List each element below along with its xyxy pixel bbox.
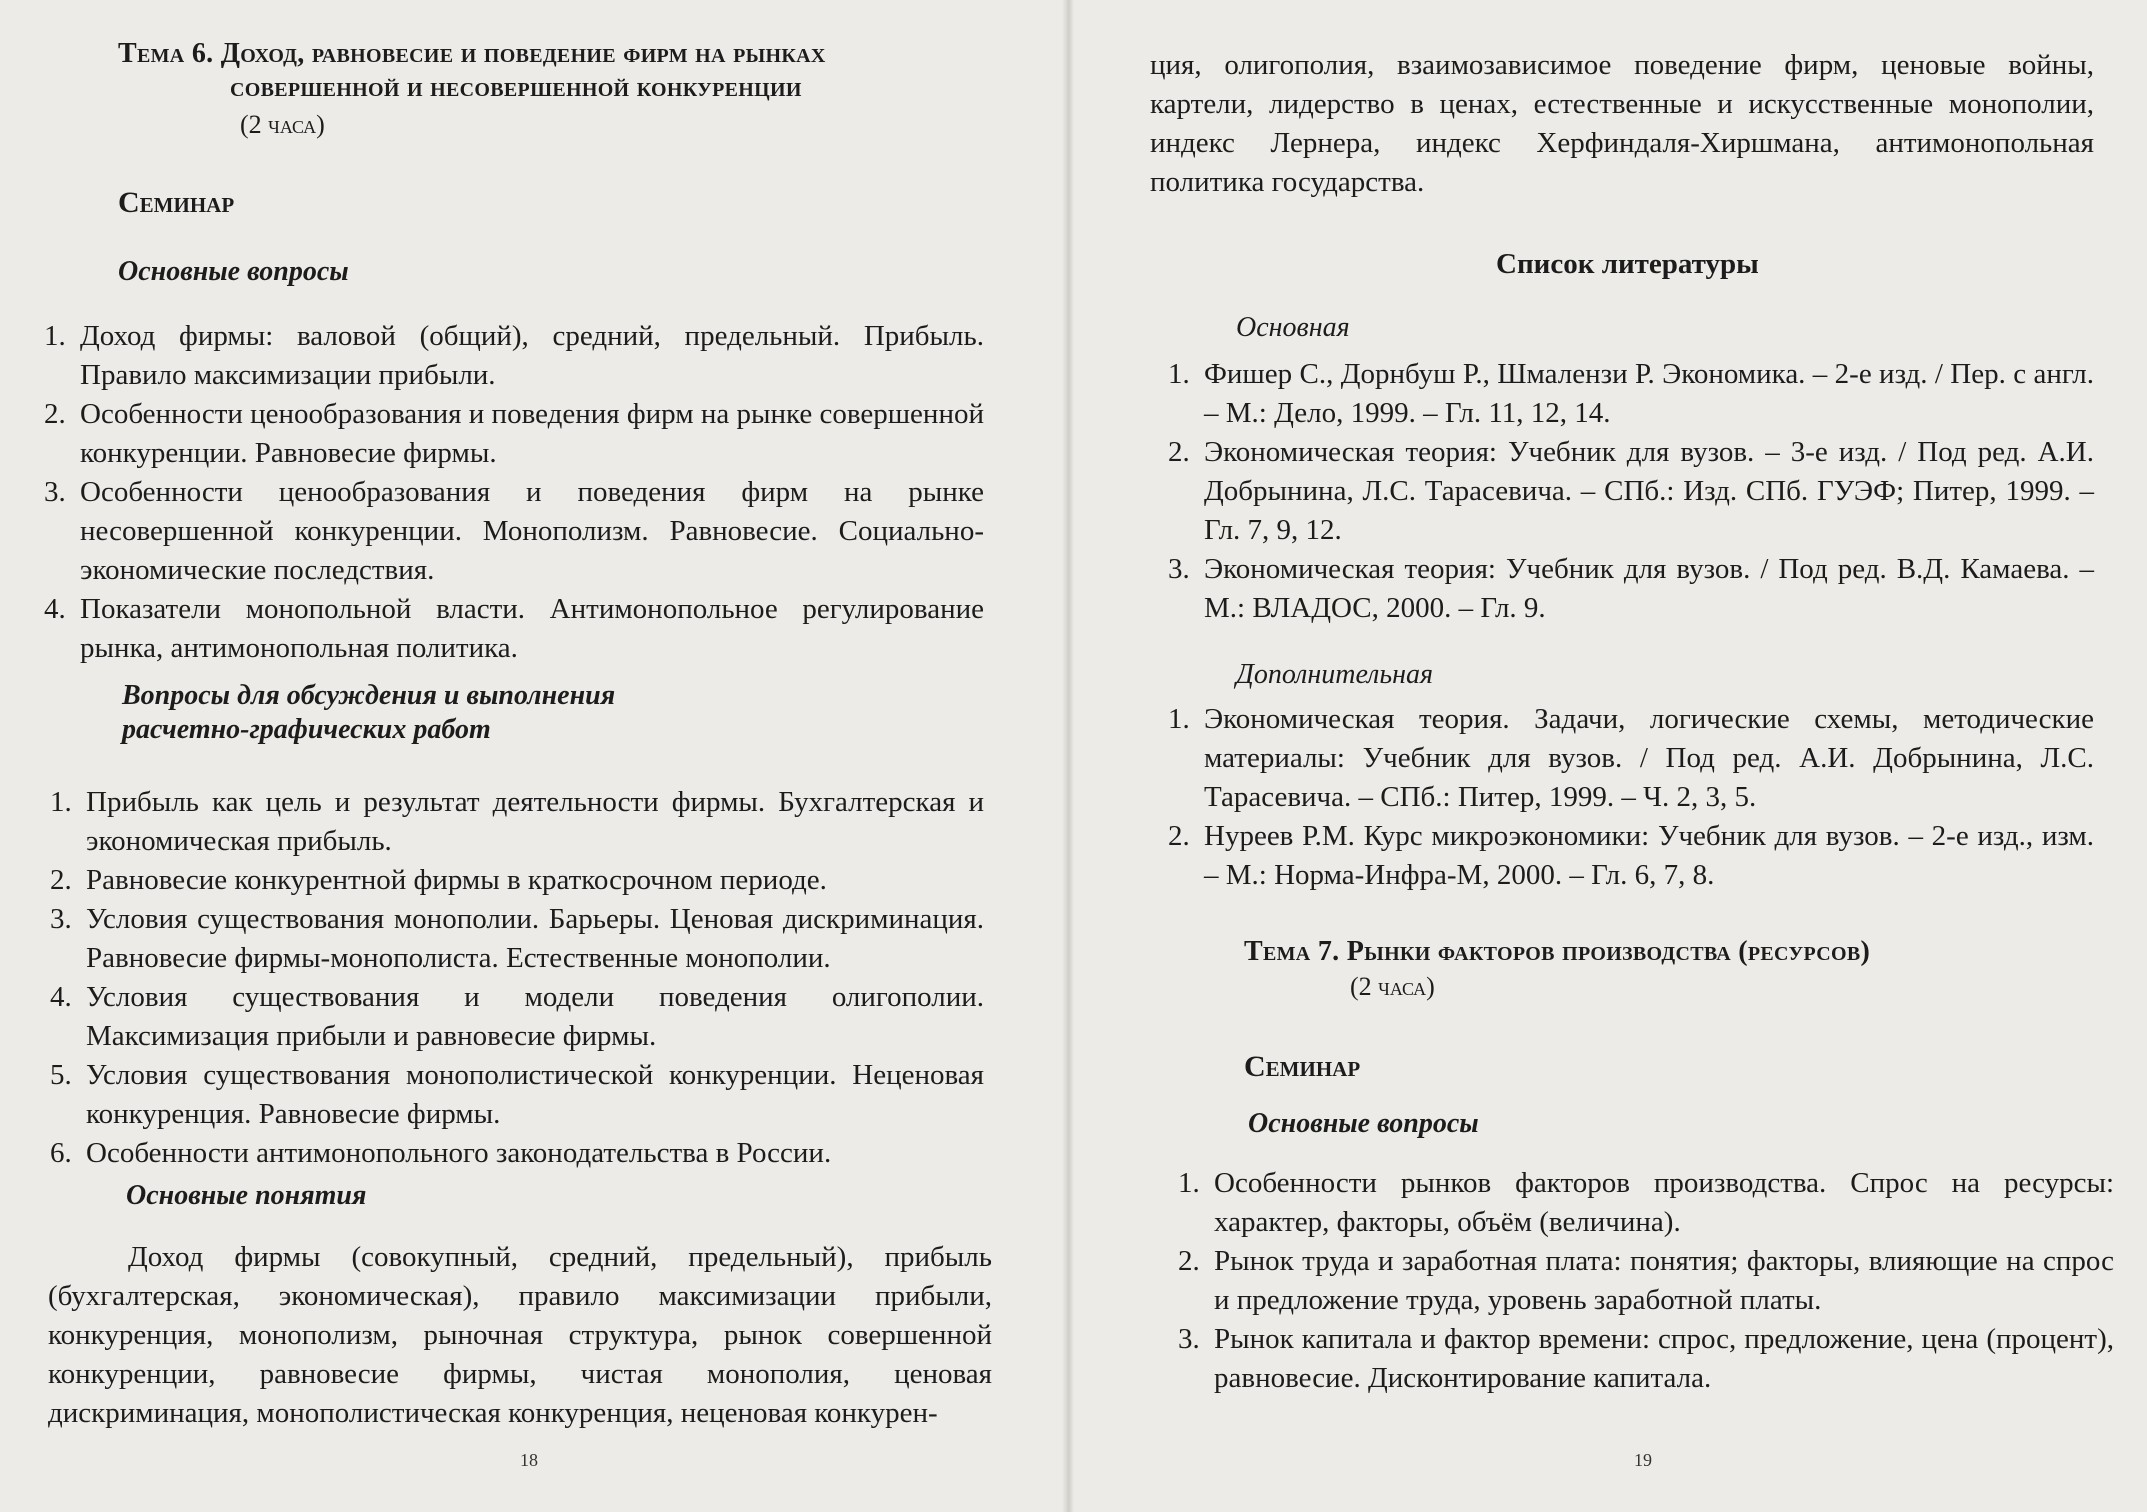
item-number: 2. — [50, 864, 72, 896]
item-text: Особенности ценообразования и поведения фирм на рынке несовершенной конкуренции. Монополизм. Равновесие. Социально-экономические последствия. — [80, 476, 984, 586]
topic-title-line-1: Тема 6. Доход, равновесие и поведение фирм на рынках — [118, 38, 826, 69]
list-item — [44, 395, 984, 473]
item-text: Рынок капитала и фактор времени: спрос, предложение, цена (процент), равновесие. Дисконтирование капитала. — [1214, 1323, 2114, 1394]
list-item — [1168, 433, 2094, 550]
item-number: 6. — [50, 1137, 72, 1169]
list-item — [1168, 355, 2094, 433]
item-text: Особенности антимонопольного законодательства в России. — [86, 1137, 832, 1169]
main-questions-heading-right: Основные вопросы — [1248, 1108, 1479, 1139]
item-text: Условия существования и модели поведения олигополии. Максимизация прибыли и равновесие фирмы. — [86, 981, 984, 1052]
item-text: Условия существования монополии. Барьеры. Ценовая дискриминация. Равновесие фирмы-монополиста. Естественные монополии. — [86, 903, 984, 974]
item-number: 3. — [1168, 553, 1190, 585]
item-text: Доход фирмы: валовой (общий), средний, предельный. Прибыль. Правило максимизации прибыли. — [80, 320, 984, 391]
item-text: Фишер С., Дорнбуш Р., Шмалензи Р. Экономика. – 2-е изд. / Пер. с англ. – М.: Дело, 1999. – Гл. 11, 12, 14. — [1204, 358, 2094, 429]
item-text: Нуреев Р.М. Курс микроэкономики: Учебник для вузов. – 2-е изд., изм. – М.: Норма-Инфра-М, 2000. – Гл. 6, 7, 8. — [1204, 820, 2094, 891]
page-left — [0, 0, 1068, 1512]
basic-references-list — [1168, 355, 2094, 628]
main-questions-list — [44, 317, 984, 668]
list-item — [1178, 1164, 2114, 1242]
page-number-right: 19 — [1634, 1450, 1652, 1470]
page-right — [1068, 0, 2147, 1512]
item-number: 1. — [1168, 358, 1190, 390]
item-number: 2. — [1178, 1245, 1200, 1277]
item-number: 3. — [50, 903, 72, 935]
additional-references-list — [1168, 700, 2094, 895]
item-text: Условия существования монополистической конкуренции. Неценовая конкуренция. Равновесие фирмы. — [86, 1059, 984, 1130]
additional-references-heading: Дополнительная — [1236, 659, 1434, 690]
list-item — [1168, 817, 2094, 895]
item-text: Прибыль как цель и результат деятельности фирмы. Бухгалтерская и экономическая прибыль. — [86, 786, 984, 857]
item-text: Рынок труда и заработная плата: понятия; факторы, влияющие на спрос и предложение труда, уровень заработной платы. — [1214, 1245, 2114, 1316]
list-item — [50, 978, 984, 1056]
item-text: Равновесие конкурентной фирмы в краткосрочном периоде. — [86, 864, 827, 896]
item-number: 5. — [50, 1059, 72, 1091]
item-text: Экономическая теория. Задачи, логические схемы, методические материалы: Учебник для вузов. / Под ред. А.И. Добрынина, Л.С. Тарасевича. – СПб.: Питер, 1999. – Ч. 2, 3, 5. — [1204, 703, 2094, 813]
item-number: 1. — [50, 786, 72, 818]
list-item — [1168, 550, 2094, 628]
seminar-heading: Семинар — [118, 186, 235, 219]
item-number: 2. — [44, 398, 66, 430]
item-text: Особенности ценообразования и поведения фирм на рынке совершенной конкуренции. Равновесие фирмы. — [80, 398, 984, 469]
list-item — [44, 317, 984, 395]
list-item — [50, 1134, 984, 1173]
list-item — [50, 1056, 984, 1134]
topic-hours: (2 часа) — [240, 110, 325, 139]
basic-references-heading: Основная — [1236, 312, 1350, 343]
seminar-heading-right: Семинар — [1244, 1050, 1361, 1083]
list-item — [1168, 700, 2094, 817]
topic-title-line-2: совершенной и несовершенной конкуренции — [230, 72, 802, 103]
item-number: 1. — [44, 320, 66, 352]
item-number: 4. — [44, 593, 66, 625]
list-item — [50, 861, 984, 900]
discussion-list — [50, 783, 984, 1173]
discussion-heading-line-2: расчетно-графических работ — [122, 714, 491, 745]
list-item — [50, 900, 984, 978]
list-item — [1178, 1242, 2114, 1320]
concepts-paragraph: Доход фирмы (совокупный, средний, предельный), прибыль (бухгалтерская, экономическая), правило максимизации прибыли, конкуренция, монополизм, рыночная структура, рынок совершенной конкуренции, равновесие фирмы, чистая монополия, ценовая дискриминация, монополистическая конкуренция, неценовая конкурен- — [48, 1241, 992, 1429]
item-number: 4. — [50, 981, 72, 1013]
item-text: Экономическая теория: Учебник для вузов. – 3-е изд. / Под ред. А.И. Добрынина, Л.С. Тарасевича. – СПб.: Изд. СПб. ГУЭФ; Питер, 1999. – Гл. 7, 9, 12. — [1204, 436, 2094, 546]
item-text: Показатели монопольной власти. Антимонопольное регулирование рынка, антимонопольная политика. — [80, 593, 984, 664]
concepts-heading: Основные понятия — [126, 1180, 367, 1211]
main-questions-heading: Основные вопросы — [118, 256, 349, 287]
topic7-hours: (2 часа) — [1350, 972, 1435, 1001]
item-number: 1. — [1168, 703, 1190, 735]
list-item — [44, 473, 984, 590]
item-number: 2. — [1168, 436, 1190, 468]
item-number: 3. — [1178, 1323, 1200, 1355]
discussion-heading-line-1: Вопросы для обсуждения и выполнения — [122, 680, 616, 711]
continuation-paragraph: ция, олигополия, взаимозависимое поведение фирм, ценовые войны, картели, лидерство в ценах, естественные и искусственные монополии, индекс Лернера, индекс Херфиндаля-Хиршмана, антимонопольная политика государства. — [1150, 49, 2094, 198]
list-item — [44, 590, 984, 668]
topic7-title: Тема 7. Рынки факторов производства (ресурсов) — [1244, 936, 1871, 967]
topic7-questions-list — [1178, 1164, 2114, 1398]
page-number-left: 18 — [520, 1450, 538, 1470]
list-item — [50, 783, 984, 861]
item-number: 2. — [1168, 820, 1190, 852]
list-item — [1178, 1320, 2114, 1398]
item-text: Особенности рынков факторов производства. Спрос на ресурсы: характер, факторы, объём (величина). — [1214, 1167, 2114, 1238]
item-text: Экономическая теория: Учебник для вузов. / Под ред. В.Д. Камаева. – М.: ВЛАДОС, 2000. – Гл. 9. — [1204, 553, 2094, 624]
item-number: 1. — [1178, 1167, 1200, 1199]
item-number: 3. — [44, 476, 66, 508]
bibliography-heading: Список литературы — [1496, 248, 1759, 280]
